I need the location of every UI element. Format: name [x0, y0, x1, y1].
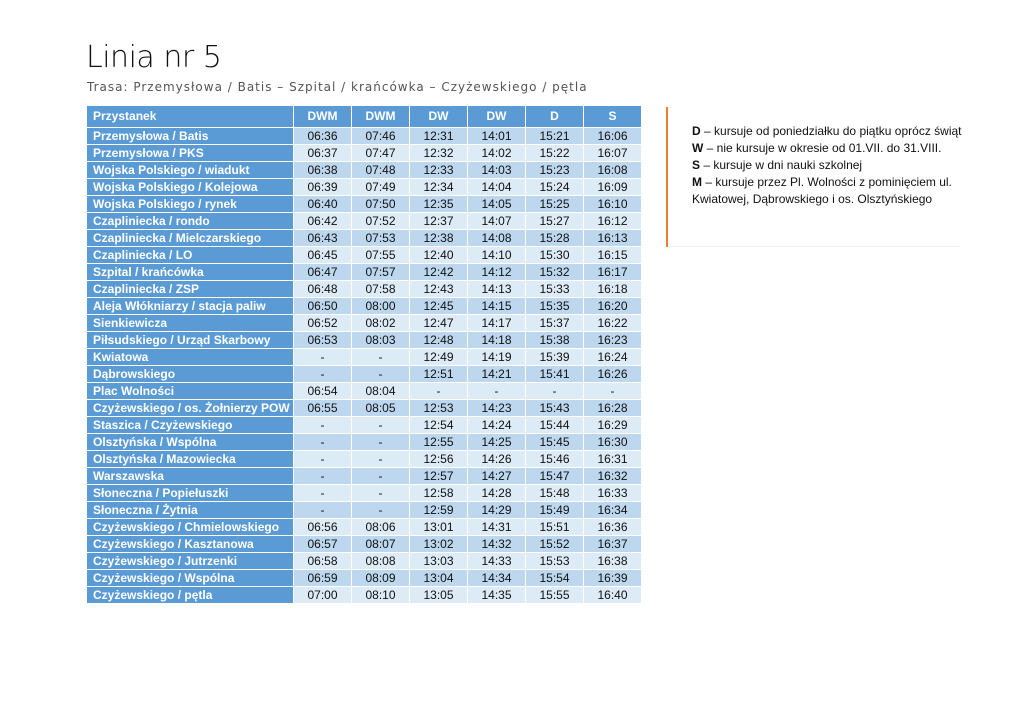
- departure-time-cell: 16:23: [584, 332, 642, 349]
- departure-time-cell: 15:24: [526, 179, 584, 196]
- departure-time-cell: 14:21: [468, 366, 526, 383]
- stop-name-cell: Sienkiewicza: [87, 315, 294, 332]
- table-row: [87, 230, 642, 247]
- departure-time-cell: 06:58: [294, 553, 352, 570]
- departure-time-cell: 14:31: [468, 519, 526, 536]
- departure-time-cell: 12:47: [410, 315, 468, 332]
- departure-time-cell: -: [352, 451, 410, 468]
- departure-time-cell: 14:08: [468, 230, 526, 247]
- departure-time-cell: -: [468, 383, 526, 400]
- departure-time-cell: 14:03: [468, 162, 526, 179]
- stop-name-cell: Wojska Polskiego / Kolejowa: [87, 179, 294, 196]
- departure-time-cell: 16:33: [584, 485, 642, 502]
- table-row: [87, 145, 642, 162]
- departure-time-cell: 13:05: [410, 587, 468, 604]
- departure-time-cell: 06:52: [294, 315, 352, 332]
- departure-time-cell: 16:26: [584, 366, 642, 383]
- departure-time-cell: 14:28: [468, 485, 526, 502]
- departure-time-cell: 08:04: [352, 383, 410, 400]
- departure-time-cell: 12:40: [410, 247, 468, 264]
- departure-time-cell: 16:39: [584, 570, 642, 587]
- departure-time-cell: 16:17: [584, 264, 642, 281]
- departure-time-cell: -: [294, 485, 352, 502]
- departure-time-cell: 15:37: [526, 315, 584, 332]
- table-row: [87, 536, 642, 553]
- departure-time-cell: 14:10: [468, 247, 526, 264]
- table-row: [87, 315, 642, 332]
- departure-time-cell: 13:02: [410, 536, 468, 553]
- departure-time-cell: 15:52: [526, 536, 584, 553]
- departure-time-cell: 15:44: [526, 417, 584, 434]
- departure-time-cell: 08:02: [352, 315, 410, 332]
- stop-name-cell: Czapliniecka / rondo: [87, 213, 294, 230]
- departure-time-cell: 15:53: [526, 553, 584, 570]
- page-title: Linia nr 5: [86, 40, 222, 75]
- departure-time-cell: -: [352, 417, 410, 434]
- departure-time-cell: 15:33: [526, 281, 584, 298]
- departure-time-cell: -: [352, 502, 410, 519]
- departure-time-cell: 07:46: [352, 128, 410, 145]
- departure-time-cell: 16:13: [584, 230, 642, 247]
- table-row: [87, 332, 642, 349]
- departure-time-cell: 15:25: [526, 196, 584, 213]
- departure-time-cell: 12:55: [410, 434, 468, 451]
- departure-time-cell: -: [294, 434, 352, 451]
- table-row: [87, 485, 642, 502]
- departure-time-cell: 14:15: [468, 298, 526, 315]
- table-row: [87, 383, 642, 400]
- departure-time-cell: 15:55: [526, 587, 584, 604]
- departure-time-cell: 16:38: [584, 553, 642, 570]
- legend-description: – kursuje przez Pl. Wolności z pominięciem ul. Kwiatowej, Dąbrowskiego i os. Olsztyńskiego: [692, 175, 952, 206]
- table-row: [87, 400, 642, 417]
- departure-time-cell: 14:23: [468, 400, 526, 417]
- column-header-dw-2: DW: [468, 106, 526, 128]
- departure-time-cell: 16:06: [584, 128, 642, 145]
- stop-name-cell: Czapliniecka / Mielczarskiego: [87, 230, 294, 247]
- departure-time-cell: 06:36: [294, 128, 352, 145]
- legend-code: W: [692, 141, 704, 155]
- departure-time-cell: 14:32: [468, 536, 526, 553]
- legend-item: [692, 140, 962, 157]
- departure-time-cell: 14:26: [468, 451, 526, 468]
- departure-time-cell: 16:07: [584, 145, 642, 162]
- departure-time-cell: 16:34: [584, 502, 642, 519]
- departure-time-cell: 16:32: [584, 468, 642, 485]
- departure-time-cell: -: [294, 451, 352, 468]
- departure-time-cell: 15:23: [526, 162, 584, 179]
- table-row: [87, 281, 642, 298]
- table-row: [87, 213, 642, 230]
- departure-time-cell: 16:22: [584, 315, 642, 332]
- departure-time-cell: -: [584, 383, 642, 400]
- departure-time-cell: 14:05: [468, 196, 526, 213]
- departure-time-cell: 14:04: [468, 179, 526, 196]
- departure-time-cell: 16:36: [584, 519, 642, 536]
- stop-name-cell: Dąbrowskiego: [87, 366, 294, 383]
- departure-time-cell: -: [410, 383, 468, 400]
- departure-time-cell: 16:40: [584, 587, 642, 604]
- departure-time-cell: -: [294, 502, 352, 519]
- departure-time-cell: 15:48: [526, 485, 584, 502]
- departure-time-cell: -: [294, 468, 352, 485]
- legend-item: [692, 174, 962, 208]
- stop-name-cell: Piłsudskiego / Urząd Skarbowy: [87, 332, 294, 349]
- departure-time-cell: 12:43: [410, 281, 468, 298]
- departure-time-cell: 14:07: [468, 213, 526, 230]
- departure-time-cell: 12:48: [410, 332, 468, 349]
- departure-time-cell: 14:12: [468, 264, 526, 281]
- legend-code: D: [692, 124, 701, 138]
- legend-code: M: [692, 175, 702, 189]
- departure-time-cell: 16:20: [584, 298, 642, 315]
- departure-time-cell: 12:59: [410, 502, 468, 519]
- column-header-d: D: [526, 106, 584, 128]
- table-row: [87, 264, 642, 281]
- departure-time-cell: -: [294, 417, 352, 434]
- legend-text: [692, 123, 962, 208]
- timetable: [87, 106, 642, 604]
- departure-time-cell: 15:32: [526, 264, 584, 281]
- departure-time-cell: 06:53: [294, 332, 352, 349]
- table-row: [87, 196, 642, 213]
- departure-time-cell: 15:46: [526, 451, 584, 468]
- departure-time-cell: 14:29: [468, 502, 526, 519]
- legend-description: – nie kursuje w okresie od 01.VII. do 31.VIII.: [703, 141, 942, 155]
- departure-time-cell: 12:51: [410, 366, 468, 383]
- departure-time-cell: 12:33: [410, 162, 468, 179]
- departure-time-cell: 06:48: [294, 281, 352, 298]
- departure-time-cell: 16:37: [584, 536, 642, 553]
- departure-time-cell: 08:03: [352, 332, 410, 349]
- departure-time-cell: 15:41: [526, 366, 584, 383]
- legend-box: [666, 107, 968, 247]
- departure-time-cell: 08:10: [352, 587, 410, 604]
- departure-time-cell: 06:57: [294, 536, 352, 553]
- departure-time-cell: 14:27: [468, 468, 526, 485]
- stop-name-cell: Wojska Polskiego / wiadukt: [87, 162, 294, 179]
- route-subtitle: Trasa: Przemysłowa / Batis – Szpital / krańcówka – Czyżewskiego / pętla: [87, 80, 588, 94]
- table-row: [87, 587, 642, 604]
- legend-description: – kursuje w dni nauki szkolnej: [700, 158, 863, 172]
- stop-name-cell: Czyżewskiego / os. Żołnierzy POW: [87, 400, 294, 417]
- departure-time-cell: 06:42: [294, 213, 352, 230]
- column-header-dwm-2: DWM: [352, 106, 410, 128]
- departure-time-cell: 06:45: [294, 247, 352, 264]
- stop-name-cell: Przemysłowa / PKS: [87, 145, 294, 162]
- departure-time-cell: 06:47: [294, 264, 352, 281]
- departure-time-cell: 13:03: [410, 553, 468, 570]
- departure-time-cell: 08:07: [352, 536, 410, 553]
- departure-time-cell: 06:37: [294, 145, 352, 162]
- departure-time-cell: 07:50: [352, 196, 410, 213]
- table-row: [87, 519, 642, 536]
- departure-time-cell: -: [294, 366, 352, 383]
- departure-time-cell: 12:56: [410, 451, 468, 468]
- timetable-body: [87, 128, 642, 604]
- departure-time-cell: 07:00: [294, 587, 352, 604]
- table-row: [87, 298, 642, 315]
- departure-time-cell: 16:30: [584, 434, 642, 451]
- departure-time-cell: 14:02: [468, 145, 526, 162]
- stop-name-cell: Czapliniecka / ZSP: [87, 281, 294, 298]
- stop-name-cell: Kwiatowa: [87, 349, 294, 366]
- departure-time-cell: 06:54: [294, 383, 352, 400]
- departure-time-cell: 15:38: [526, 332, 584, 349]
- table-row: [87, 417, 642, 434]
- stop-name-cell: Słoneczna / Żytnia: [87, 502, 294, 519]
- departure-time-cell: 06:38: [294, 162, 352, 179]
- stop-name-cell: Szpital / krańcówka: [87, 264, 294, 281]
- table-row: [87, 553, 642, 570]
- departure-time-cell: 14:19: [468, 349, 526, 366]
- timetable-header: [87, 106, 642, 128]
- departure-time-cell: 16:09: [584, 179, 642, 196]
- stop-name-cell: Wojska Polskiego / rynek: [87, 196, 294, 213]
- departure-time-cell: 12:32: [410, 145, 468, 162]
- departure-time-cell: 12:53: [410, 400, 468, 417]
- departure-time-cell: 14:33: [468, 553, 526, 570]
- stop-name-cell: Aleja Włókniarzy / stacja paliw: [87, 298, 294, 315]
- departure-time-cell: 06:39: [294, 179, 352, 196]
- departure-time-cell: 14:13: [468, 281, 526, 298]
- table-row: [87, 451, 642, 468]
- departure-time-cell: 14:25: [468, 434, 526, 451]
- table-row: [87, 179, 642, 196]
- departure-time-cell: 15:45: [526, 434, 584, 451]
- departure-time-cell: 08:06: [352, 519, 410, 536]
- stop-name-cell: Czyżewskiego / Kasztanowa: [87, 536, 294, 553]
- stop-name-cell: Słoneczna / Popiełuszki: [87, 485, 294, 502]
- departure-time-cell: 12:42: [410, 264, 468, 281]
- departure-time-cell: -: [352, 485, 410, 502]
- column-header-s: S: [584, 106, 642, 128]
- departure-time-cell: 15:28: [526, 230, 584, 247]
- stop-name-cell: Czapliniecka / LO: [87, 247, 294, 264]
- stop-name-cell: Plac Wolności: [87, 383, 294, 400]
- column-header-dw-1: DW: [410, 106, 468, 128]
- departure-time-cell: 16:18: [584, 281, 642, 298]
- departure-time-cell: 15:27: [526, 213, 584, 230]
- table-row: [87, 502, 642, 519]
- departure-time-cell: -: [526, 383, 584, 400]
- departure-time-cell: 06:59: [294, 570, 352, 587]
- departure-time-cell: 16:12: [584, 213, 642, 230]
- departure-time-cell: 12:49: [410, 349, 468, 366]
- column-header-stop: Przystanek: [87, 106, 294, 128]
- departure-time-cell: 15:22: [526, 145, 584, 162]
- departure-time-cell: 08:08: [352, 553, 410, 570]
- table-row: [87, 468, 642, 485]
- departure-time-cell: 16:28: [584, 400, 642, 417]
- departure-time-cell: 12:45: [410, 298, 468, 315]
- departure-time-cell: 08:09: [352, 570, 410, 587]
- departure-time-cell: 15:47: [526, 468, 584, 485]
- departure-time-cell: -: [352, 468, 410, 485]
- departure-time-cell: 07:48: [352, 162, 410, 179]
- departure-time-cell: 15:54: [526, 570, 584, 587]
- departure-time-cell: 12:38: [410, 230, 468, 247]
- departure-time-cell: 07:55: [352, 247, 410, 264]
- departure-time-cell: 12:31: [410, 128, 468, 145]
- departure-time-cell: -: [352, 366, 410, 383]
- departure-time-cell: 12:54: [410, 417, 468, 434]
- departure-time-cell: 12:57: [410, 468, 468, 485]
- stop-name-cell: Warszawska: [87, 468, 294, 485]
- departure-time-cell: 16:29: [584, 417, 642, 434]
- departure-time-cell: 15:39: [526, 349, 584, 366]
- departure-time-cell: 07:47: [352, 145, 410, 162]
- departure-time-cell: 14:18: [468, 332, 526, 349]
- departure-time-cell: 14:35: [468, 587, 526, 604]
- stop-name-cell: Czyżewskiego / Jutrzenki: [87, 553, 294, 570]
- departure-time-cell: 12:37: [410, 213, 468, 230]
- stop-name-cell: Czyżewskiego / pętla: [87, 587, 294, 604]
- departure-time-cell: 16:31: [584, 451, 642, 468]
- table-row: [87, 162, 642, 179]
- departure-time-cell: 16:15: [584, 247, 642, 264]
- table-row: [87, 349, 642, 366]
- stop-name-cell: Przemysłowa / Batis: [87, 128, 294, 145]
- departure-time-cell: 15:35: [526, 298, 584, 315]
- departure-time-cell: 07:57: [352, 264, 410, 281]
- column-header-dwm-1: DWM: [294, 106, 352, 128]
- departure-time-cell: 12:58: [410, 485, 468, 502]
- departure-time-cell: 06:43: [294, 230, 352, 247]
- legend-code: S: [692, 158, 701, 172]
- departure-time-cell: 15:21: [526, 128, 584, 145]
- departure-time-cell: 15:43: [526, 400, 584, 417]
- departure-time-cell: 06:56: [294, 519, 352, 536]
- departure-time-cell: 06:40: [294, 196, 352, 213]
- departure-time-cell: 14:17: [468, 315, 526, 332]
- departure-time-cell: 07:58: [352, 281, 410, 298]
- header-row: [87, 106, 642, 128]
- departure-time-cell: 08:00: [352, 298, 410, 315]
- stop-name-cell: Staszica / Czyżewskiego: [87, 417, 294, 434]
- departure-time-cell: 12:35: [410, 196, 468, 213]
- legend-description: – kursuje od poniedziałku do piątku oprócz świąt: [700, 124, 962, 138]
- departure-time-cell: 15:51: [526, 519, 584, 536]
- table-row: [87, 366, 642, 383]
- legend-item: [692, 123, 962, 140]
- departure-time-cell: 13:01: [410, 519, 468, 536]
- departure-time-cell: 14:34: [468, 570, 526, 587]
- legend-item: [692, 157, 962, 174]
- table-row: [87, 434, 642, 451]
- departure-time-cell: 07:49: [352, 179, 410, 196]
- departure-time-cell: -: [352, 349, 410, 366]
- departure-time-cell: 15:49: [526, 502, 584, 519]
- departure-time-cell: -: [352, 434, 410, 451]
- departure-time-cell: 07:52: [352, 213, 410, 230]
- departure-time-cell: 06:55: [294, 400, 352, 417]
- departure-time-cell: 13:04: [410, 570, 468, 587]
- departure-time-cell: 14:24: [468, 417, 526, 434]
- departure-time-cell: -: [294, 349, 352, 366]
- departure-time-cell: 12:34: [410, 179, 468, 196]
- departure-time-cell: 16:08: [584, 162, 642, 179]
- stop-name-cell: Czyżewskiego / Wspólna: [87, 570, 294, 587]
- table-row: [87, 247, 642, 264]
- departure-time-cell: 15:30: [526, 247, 584, 264]
- departure-time-cell: 16:24: [584, 349, 642, 366]
- stop-name-cell: Olsztyńska / Wspólna: [87, 434, 294, 451]
- departure-time-cell: 07:53: [352, 230, 410, 247]
- departure-time-cell: 08:05: [352, 400, 410, 417]
- table-row: [87, 570, 642, 587]
- table-row: [87, 128, 642, 145]
- departure-time-cell: 16:10: [584, 196, 642, 213]
- departure-time-cell: 14:01: [468, 128, 526, 145]
- stop-name-cell: Olsztyńska / Mazowiecka: [87, 451, 294, 468]
- departure-time-cell: 06:50: [294, 298, 352, 315]
- legend-divider: [668, 246, 960, 247]
- stop-name-cell: Czyżewskiego / Chmielowskiego: [87, 519, 294, 536]
